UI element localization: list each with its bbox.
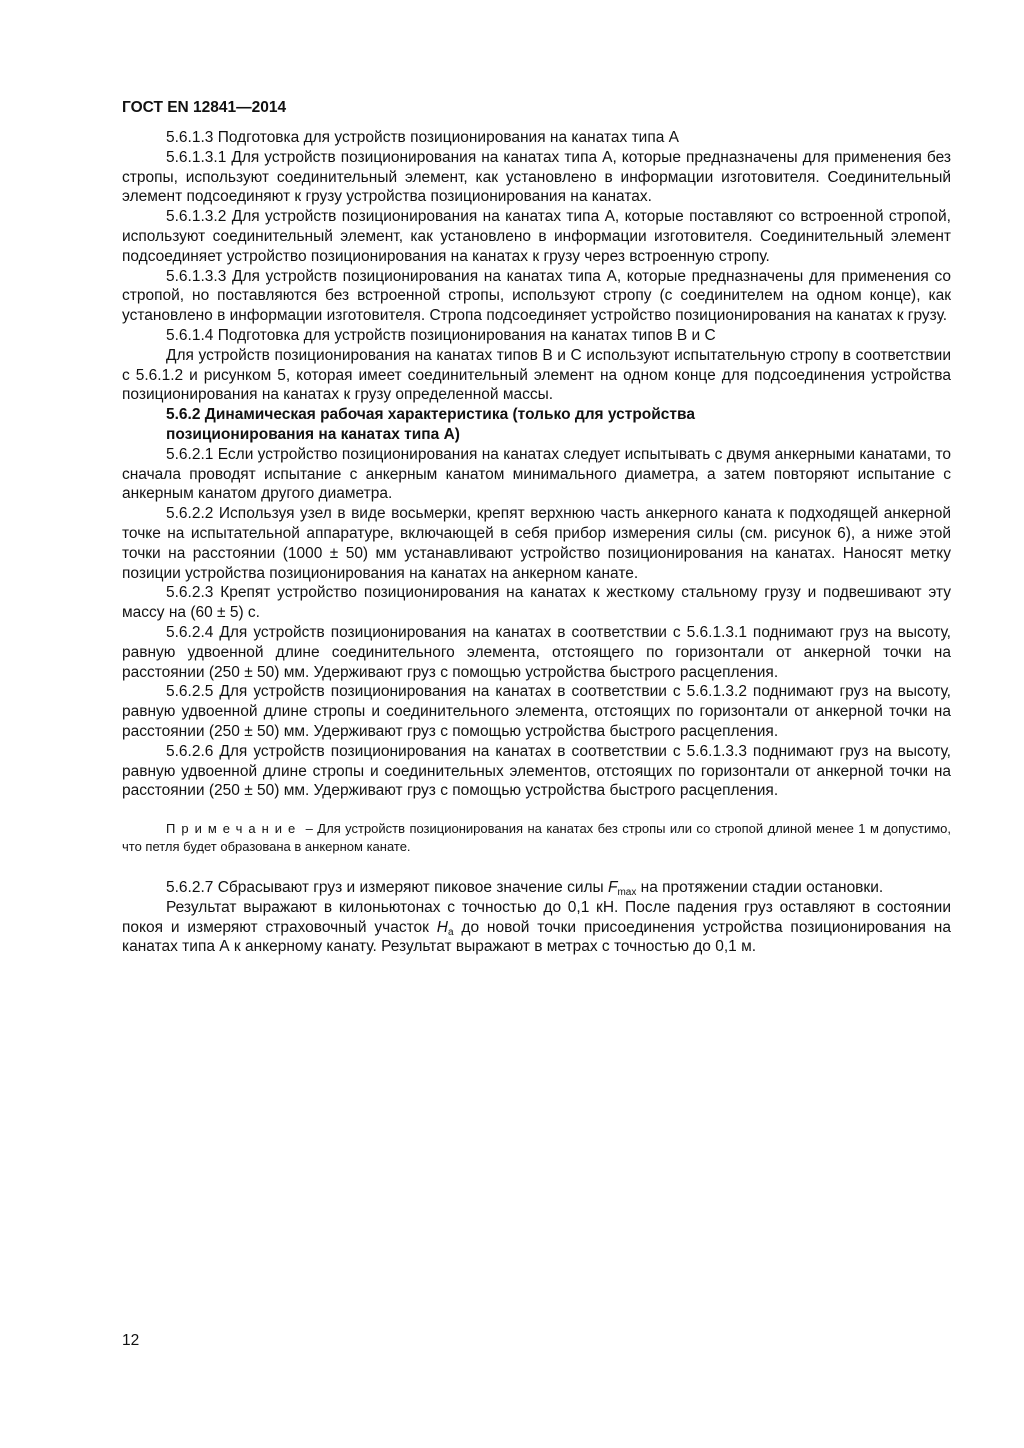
paragraph-5-6-1-3-1: 5.6.1.3.1 Для устройств позиционирования на канатах типа А, которые предназначены для применения без стропы, используют соединительный элемент, как установлено в информации изготовителя. Соединительный элемент подсоединяют к грузу устройства позиционирования на канатах. <box>122 148 951 206</box>
paragraph-5-6-2-3: 5.6.2.3 Крепят устройство позиционирования на канатах к жесткому стальному грузу и подвешивают эту массу на (60 ± 5) с. <box>122 584 951 622</box>
paragraph-5-6-1-4: 5.6.1.4 Подготовка для устройств позиционирования на канатах типов В и С <box>166 326 716 344</box>
paragraph-5-6-2-7 <box>122 878 951 898</box>
height-subscript: a <box>447 926 454 938</box>
document-header: ГОСТ EN 12841—2014 <box>122 99 287 116</box>
paragraph-result <box>122 898 951 957</box>
paragraph-5-6-2-7-text-b: на протяжении стадии остановки. <box>636 879 884 897</box>
paragraph-result-text-a: Результат выражают в килоньютонах с точностью до 0,1 кН. После падения груз оставляют в состоянии покоя и измеряют страховочный участок <box>122 898 951 936</box>
paragraph-5-6-1-3-3: 5.6.1.3.3 Для устройств позиционирования на канатах типа А, которые предназначены для применения со стропой, но поставляются без встроенной стропы, используют стропу (с соединителем на одном конце), как установлено в информации изготовителя. Стропа подсоединяет устройство позиционирования на канатах к грузу. <box>122 267 951 325</box>
force-variable: F <box>608 879 618 897</box>
note <box>122 820 951 856</box>
paragraph-5-6-2-7-text-a: 5.6.2.7 Сбрасывают груз и измеряют пиковое значение силы <box>166 879 608 897</box>
document-page <box>122 98 951 957</box>
section-heading-5-6-2 <box>122 405 951 445</box>
paragraph-result-text-b: до новой точки присоединения устройства позиционирования на канатах типа А к анкерному канату. Результат выражают в метрах с точностью до 0,1 м. <box>122 918 951 956</box>
paragraph-5-6-2-1: 5.6.2.1 Если устройство позиционирования на канатах следует испытывать с двумя анкерными канатами, то сначала проводят испытание с анкерным канатом минимального диаметра, а затем повторяют испытание с анкерным канатом другого диаметра. <box>122 445 951 503</box>
paragraph-5-6-2-4: 5.6.2.4 Для устройств позиционирования на канатах в соответствии с 5.6.1.3.1 поднимают груз на высоту, равную удвоенной длине соединительного элемента, отстоящего по горизонтали от анкерной точки на расстоянии (250 ± 50) мм. Удерживают груз с помощью устройства быстрого расцепления. <box>122 623 951 681</box>
height-variable: H <box>436 918 448 936</box>
paragraph-5-6-2-2: 5.6.2.2 Используя узел в виде восьмерки, крепят верхнюю часть анкерного каната к подходящей анкерной точке на испытательной аппаратуре, включающей в себя прибор измерения силы (см. рисунок 6), а ниже этой точки на расстоянии (1000 ± 50) мм устанавливают устройство позиционирования на канатах. Наносят метку позиции устройства позиционирования на канатах на анкерном канате. <box>122 505 951 582</box>
paragraph-5-6-1-3-2: 5.6.1.3.2 Для устройств позиционирования на канатах типа А, которые поставляют со встроенной стропой, используют соединительный элемент, как установлено в информации изготовителя. Соединительный элемент подсоединяет устройство позиционирования на канатах к грузу через встроенную стропу. <box>122 208 951 265</box>
paragraph-5-6-1-3: 5.6.1.3 Подготовка для устройств позиционирования на канатах типа А <box>166 129 679 146</box>
paragraph-5-6-2-6: 5.6.2.6 Для устройств позиционирования на канатах в соответствии с 5.6.1.3.3 поднимают груз на высоту, равную удвоенной длине стропы и соединительных элементов, отстоящих по горизонтали от анкерной точки на расстоянии (250 ± 50) мм. Удерживают груз с помощью устройства быстрого расцепления. <box>122 742 951 800</box>
section-heading-line-2: позиционирования на канатах типа А) <box>166 425 460 443</box>
force-subscript: max <box>617 887 637 899</box>
paragraph-types-b-c: Для устройств позиционирования на канатах типов В и С используют испытательную стропу в соответствии с 5.6.1.2 и рисунком 5, которая имеет соединительный элемент на одном конце для подсоединения устройства позиционирования на канатах к грузу определенной массы. <box>122 346 951 404</box>
section-heading-line-1: 5.6.2 Динамическая рабочая характеристика (только для устройства <box>166 406 695 424</box>
page-number: 12 <box>122 1332 140 1349</box>
note-text: – Для устройств позиционирования на канатах без стропы или со стропой длиной менее 1 м допустимо, что петля будет образована в анкерном канате. <box>122 821 951 855</box>
paragraph-5-6-2-5: 5.6.2.5 Для устройств позиционирования на канатах в соответствии с 5.6.1.3.2 поднимают груз на высоту, равную удвоенной длине стропы и соединительного элемента, отстоящих по горизонтали от анкерной точки на расстоянии (250 ± 50) мм. Удерживают груз с помощью устройства быстрого расцепления. <box>122 683 951 740</box>
note-label: Примечание <box>166 821 302 837</box>
